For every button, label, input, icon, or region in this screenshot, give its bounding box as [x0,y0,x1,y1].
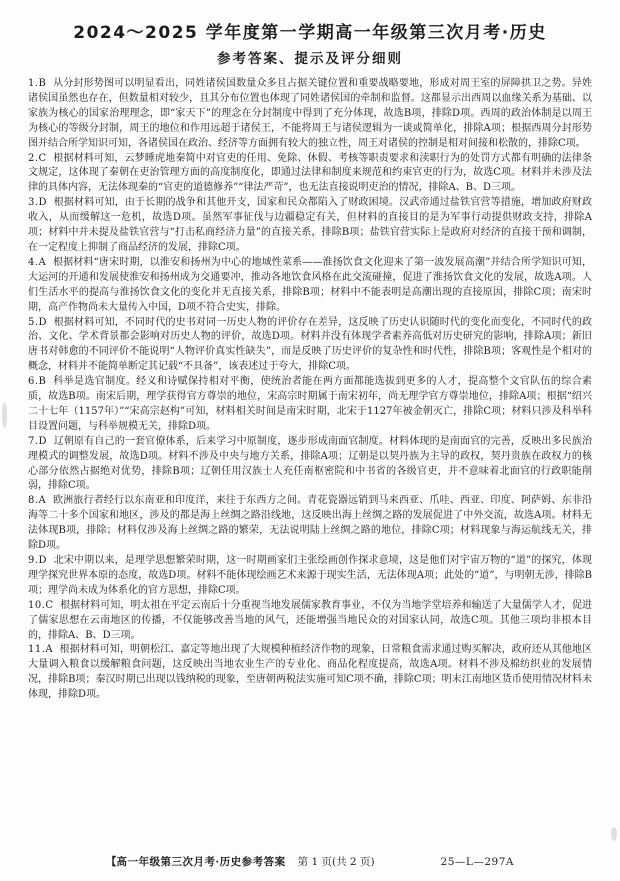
answer-item [28,77,592,152]
answer-number: 5. [28,316,39,328]
answer-item [28,196,592,256]
answer-item [28,316,592,376]
answer-number: 2. [28,152,39,164]
answer-number: 9. [28,555,39,566]
answer-text: 根据材料可知，云梦睡虎地秦简中对官吏的任用、免除、休假、考核等职责要求和渎职行为的处罚方式都有明确的法律条文规定，这体现了秦朝在吏治管理方面的高度制度化，即通过法律和制度来规范和约束官吏的行为，故选C项。材料并未涉及法律的具体内容，无法体现秦的“官吏的道德修养”“律法严苛”，也无法直接说明吏治的情况，排除A、B、D三项。 [28,152,592,194]
answer-text: 北宋中期以来，是理学思想繁荣时期，这一时期画家们主张绘画创作探求意境，这是他们对宇宙万物的“道”的探究，体现理学探究世界本原的态度，故选D项。材料不能体现绘画艺术来源于现实生活，无法体现A项；此处的“道”，与明朝无涉，排除B项；理学尚未成为体系化的官方思想，排除C项。 [28,555,592,596]
answer-choice: A [38,256,46,268]
answer-text: 欧洲旅行者经行以东南亚和印度洋，来往于东西方之间。青花瓷器远销到马来西亚、爪哇、西亚、印度、阿萨姆、东非沿海等二十多个国家和地区，涉及的都是海上丝绸之路沿线地，这反映出海上丝绸之路的发展促进了中外交流，故选A项。材料无法体现B项，排除；材料仅涉及海上丝绸之路的繁荣，无法说明陆上丝绸之路的地位，排除C项；材料现象与海运航线无关，排除D项。 [28,495,592,552]
answer-choice: D [38,555,47,566]
page-title: 2024～2025 学年度第一学期高一年级第三次月考·历史 [73,23,547,43]
footer-bracket-mark: 【 [105,856,117,868]
answer-choice: C [38,152,47,164]
answer-number: 10. [28,599,46,611]
answer-choice: B [38,376,46,388]
answer-choice: A [38,495,46,507]
answer-item [28,599,592,644]
answer-choice: C [45,599,54,611]
answer-text: 从分封形势图可以明显看出，同姓诸侯国数量众多且占据关键位置和重要战略要地，形成对周王室的屏障拱卫之势。异姓诸侯国虽然也存在，但数量相对较少，且其分布位置也体现了同姓诸侯国的牵制和监督。这都显示出西周以血缘关系为基础、以家族为核心的国家治理理念，即“家天下”的理念在分封制度中得到了充分体现，故选B项，排除D项。西周的政治体制是以周王为核心的等级分封制，周王的地位和作用远超于诸侯王，不能将周王与诸侯逻辑为一谈或简单化，排除A项；根据西周分封形势图并结合所学知识可知，各诸侯国在政治、经济等方面拥有较大的独立性，周王对诸侯的控制是相对间接和松散的，排除C项。 [28,78,592,149]
answer-text: 根据材料可知，不同时代的史书对同一历史人物的评价存在差异，这反映了历史认识随时代的变化而变化，不同时代的政治、文化、学术背景都会影响对历史人物的评价，故选D项。材料并没有体现学者素养高低对历史研究的影响，排除A项；新旧唐书对韩愈的不同评价不能说明“人物评价真实性缺失”，而是反映了历史评价的复杂性和时代性，排除B项；客观性是个相对的概念，材料并不能简单断定其记载“不具备”，该表述过于夸大，排除C项。 [28,316,592,373]
answer-number: 11. [28,644,46,656]
answer-choice: A [45,644,53,656]
answer-number: 3. [28,197,39,209]
footer-document-code: 25—L—297A [440,856,515,868]
scan-artifact [2,402,7,428]
scan-artifact [611,827,617,841]
page-footer [0,854,620,869]
answer-item [28,494,592,554]
answer-item [28,554,592,599]
answer-text: 根据材料“唐宋时期，以淮安和扬州为中心的地域性菜系——淮扬饮食文化迎来了第一波发展高潮”并结合所学知识可知，大运河的开通和发展使淮安和扬州成为交通要冲，推动各地饮食风格在此交流碰撞，促进了淮扬饮食文化的发展，故选A项。人们生活水平的提高与淮扬饮食文化的变化并无直接关系，排除B项；材料中不能表明是高潮出现的直接原因，排除C项；南宋时期，高产作物尚未大量传入中国，D项不符合史实，排除。 [28,256,592,313]
answer-choice: D [38,316,47,328]
answer-number: 6. [28,376,39,388]
answer-item [28,375,592,435]
footer-exam-label: 高一年级第三次月考·历史参考答案 [116,856,286,868]
page-subtitle: 参考答案、提示及评分细则 [217,51,403,67]
answer-text: 根据材料可知，明朝松江、嘉定等地出现了大规模种植经济作物的现象，日常粮食需求通过购买解决，政府还从其他地区大量调入粮食以缓解粮食问题，这反映出当地农业生产的专业化、商品化程度提高，故选A项。材料不涉及棉纺织业的发展情况，排除B项；秦汉时期已出现以钱纳税的现象，至唐朝两税法实施可知C项不确，排除C项；明末江南地区货币使用情况材料未体现，排除D项。 [28,644,592,701]
answer-item [28,643,592,703]
footer-page-number: 第 1 页(共 2 页) [297,856,375,868]
answer-number: 8. [28,495,39,507]
answer-text: 辽朝原有自己的一套官僚体系，后来学习中原制度，逐步形成南面官制度。材料体现的是南面官的完善，反映出多民族治理模式的调整发展，故选D项。材料不涉及中央与地方关系，排除A项；辽朝是以契丹族为主导的政权，契丹贵族在政权力的核心部分依然占据绝对优势，排除B项；辽朝任用汉族士人充任南枢密院和中书省的各级官吏，并不意味着北面官的行政职能削弱，排除C项。 [28,435,592,492]
answer-choice: B [38,78,46,89]
answer-number: 7. [28,435,39,447]
answer-text: 根据材料可知，明太祖在平定云南后十分重视当地发展儒家教育事业，不仅为当地学堂培养和输送了大量儒学人才，促进了儒家思想在云南地区的传播，不仅能够改善当地的风气，还能增强当地民众的对国家认同，故选C项。其他三项均非根本目的，排除A、B、D三项。 [28,599,592,641]
answer-text: 科举是选官制度。经义和诗赋保持相对平衡，使统治者能在两方面都能选拔到更多的人才，提高整个文官队伍的综合素质，故选B项。南宋后期，理学获得官方尊崇的地位，宋高宗时期属于南宋初年，尚无理学官方尊崇地位，排除A项；根据“绍兴二十七年（1157年）”“宋高宗赵构”可知，材料相关时间是南宋时期，北宋于1127年被金朝灭亡，排除C项；材料只涉及科举科目设置问题，与科举规模无关，排除D项。 [28,376,592,432]
answer-number: 1. [28,78,39,89]
answer-text: 根据材料可知，由于长期的战争和其他开支，国家和民众都陷入了财政困境。汉武帝通过盐铁官营等措施，增加政府财政收入，从而缓解这一危机，故选D项。虽然军事征伐与边疆稳定有关，但材料的直接目的是为军事行动提供财政支持，排除A项；材料中并未提及盐铁官营与“打击私商经济力量”的直接关系，排除B项；盐铁官营实际上是政府对经济的直接干预和调制，在一定程度上抑制了商品经济的发展，排除C项。 [28,197,592,253]
answer-choice: D [38,197,47,209]
answer-item [28,435,592,495]
answer-list [28,77,592,703]
answer-number: 4. [28,256,39,268]
answer-choice: D [38,435,47,447]
answer-item [28,256,592,316]
answer-item [28,152,592,197]
